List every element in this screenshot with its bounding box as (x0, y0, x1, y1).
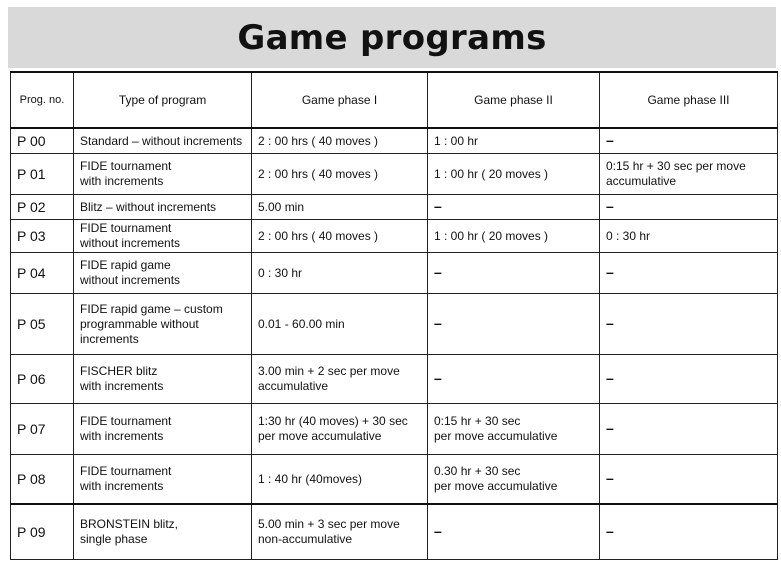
table-row (11, 404, 778, 455)
empty-dash: – (606, 470, 614, 486)
program-type-cell-text: FIDE rapid game without increments (80, 258, 181, 287)
prog-number-cell (11, 253, 74, 294)
table-row (11, 504, 778, 560)
phase-1-cell-text: 0.01 - 60.00 min (258, 316, 345, 331)
prog-number-cell-text: P 01 (17, 165, 46, 182)
program-type-cell-text: Blitz – without increments (80, 199, 217, 214)
table-row (11, 195, 778, 220)
phase-1-cell-text: 2 : 00 hrs ( 40 moves ) (258, 166, 379, 181)
empty-dash: – (606, 370, 614, 386)
phase-2-cell-text: 0:15 hr + 30 sec per move accumulative (434, 414, 558, 443)
program-type-cell (74, 128, 252, 154)
program-type-cell-text: Standard – without increments (80, 133, 243, 148)
phase-2-cell (428, 504, 600, 560)
program-type-cell-text: FIDE tournament with increments (80, 464, 172, 493)
column-header-prog-no: Prog. no. (11, 72, 74, 128)
prog-number-cell (11, 404, 74, 455)
phase-1-cell-text: 2 : 00 hrs ( 40 moves ) (258, 228, 379, 243)
empty-dash: – (606, 264, 614, 280)
table-row (11, 455, 778, 505)
empty-dash: – (606, 523, 614, 539)
program-type-cell (74, 294, 252, 355)
phase-3-cell-text: 0 : 30 hr (606, 228, 651, 243)
phase-3-cell (600, 404, 778, 455)
phase-2-cell (428, 128, 600, 154)
prog-number-cell-text: P 05 (17, 315, 46, 332)
program-type-cell (74, 455, 252, 505)
empty-dash: – (434, 315, 442, 331)
phase-1-cell-text: 3.00 min + 2 sec per move accumulative (258, 364, 400, 393)
prog-number-cell-text: P 04 (17, 264, 46, 281)
phase-3-cell (600, 220, 778, 253)
prog-number-cell-text: P 02 (17, 198, 46, 215)
prog-number-cell (11, 504, 74, 560)
phase-1-cell-text: 1:30 hr (40 moves) + 30 sec per move accumulative (258, 414, 408, 443)
phase-2-cell (428, 253, 600, 294)
program-type-cell (74, 355, 252, 404)
phase-2-cell-text: 1 : 00 hr ( 20 moves ) (434, 228, 549, 243)
phase-3-cell-text: 0:15 hr + 30 sec per move accumulative (606, 159, 746, 188)
phase-3-cell (600, 504, 778, 560)
phase-2-cell (428, 195, 600, 220)
prog-number-cell-text: P 06 (17, 370, 46, 387)
prog-number-cell (11, 455, 74, 505)
table-header-row (11, 72, 778, 128)
phase-1-cell-text: 1 : 40 hr (40moves) (258, 471, 363, 486)
program-type-cell-text: FISCHER blitz with increments (80, 364, 164, 393)
program-type-cell (74, 404, 252, 455)
phase-2-cell (428, 220, 600, 253)
program-type-cell (74, 220, 252, 253)
game-programs-table (10, 71, 778, 560)
prog-number-cell-text: P 08 (17, 470, 46, 487)
phase-1-cell (252, 253, 428, 294)
prog-number-cell-text: P 00 (17, 132, 46, 149)
phase-1-cell (252, 504, 428, 560)
empty-dash: – (606, 420, 614, 436)
prog-number-cell (11, 355, 74, 404)
table-row (11, 128, 778, 154)
program-type-cell (74, 253, 252, 294)
phase-1-cell (252, 195, 428, 220)
phase-3-cell (600, 195, 778, 220)
title-banner (8, 7, 776, 68)
phase-2-cell-text: 1 : 00 hr ( 20 moves ) (434, 166, 549, 181)
empty-dash: – (434, 264, 442, 280)
program-type-cell-text: FIDE tournament with increments (80, 159, 172, 188)
program-type-cell-text: FIDE rapid game – custom programmable without increments (80, 301, 223, 346)
phase-1-cell-text: 2 : 00 hrs ( 40 moves ) (258, 133, 379, 148)
phase-1-cell (252, 220, 428, 253)
prog-number-cell-text: P 07 (17, 420, 46, 437)
phase-1-cell (252, 154, 428, 195)
phase-1-cell-text: 5.00 min (258, 199, 305, 214)
phase-3-cell (600, 455, 778, 505)
empty-dash: – (434, 370, 442, 386)
prog-number-cell-text: P 03 (17, 227, 46, 244)
program-type-cell (74, 154, 252, 195)
phase-2-cell-text: 1 : 00 hr (434, 133, 479, 148)
phase-3-cell (600, 253, 778, 294)
phase-1-cell (252, 455, 428, 505)
phase-1-cell (252, 355, 428, 404)
phase-1-cell-text: 0 : 30 hr (258, 265, 303, 280)
phase-3-cell (600, 355, 778, 404)
empty-dash: – (434, 198, 442, 214)
phase-2-cell (428, 404, 600, 455)
table-row (11, 253, 778, 294)
program-type-cell (74, 504, 252, 560)
prog-number-cell (11, 195, 74, 220)
prog-number-cell (11, 128, 74, 154)
column-header-phase-1: Game phase I (252, 72, 428, 128)
page-title: Game programs (237, 17, 547, 58)
empty-dash: – (606, 315, 614, 331)
table-row (11, 220, 778, 253)
phase-2-cell (428, 455, 600, 505)
empty-dash: – (606, 132, 614, 148)
phase-2-cell (428, 154, 600, 195)
column-header-phase-2: Game phase II (428, 72, 600, 128)
phase-3-cell (600, 154, 778, 195)
table-row (11, 294, 778, 355)
phase-3-cell (600, 128, 778, 154)
column-header-phase-3: Game phase III (600, 72, 778, 128)
prog-number-cell (11, 220, 74, 253)
program-type-cell-text: BRONSTEIN blitz, single phase (80, 517, 179, 546)
phase-1-cell (252, 128, 428, 154)
empty-dash: – (434, 523, 442, 539)
phase-1-cell (252, 404, 428, 455)
phase-2-cell (428, 355, 600, 404)
column-header-type: Type of program (74, 72, 252, 128)
phase-2-cell-text: 0.30 hr + 30 sec per move accumulative (434, 464, 558, 493)
program-type-cell-text: FIDE tournament with increments (80, 414, 172, 443)
phase-1-cell (252, 294, 428, 355)
phase-1-cell-text: 5.00 min + 3 sec per move non-accumulative (258, 517, 400, 546)
program-type-cell (74, 195, 252, 220)
phase-3-cell (600, 294, 778, 355)
phase-2-cell (428, 294, 600, 355)
table-body (11, 128, 778, 560)
empty-dash: – (606, 198, 614, 214)
table-row (11, 355, 778, 404)
prog-number-cell-text: P 09 (17, 523, 46, 540)
table-row (11, 154, 778, 195)
program-type-cell-text: FIDE tournament without increments (80, 221, 181, 250)
prog-number-cell (11, 154, 74, 195)
prog-number-cell (11, 294, 74, 355)
